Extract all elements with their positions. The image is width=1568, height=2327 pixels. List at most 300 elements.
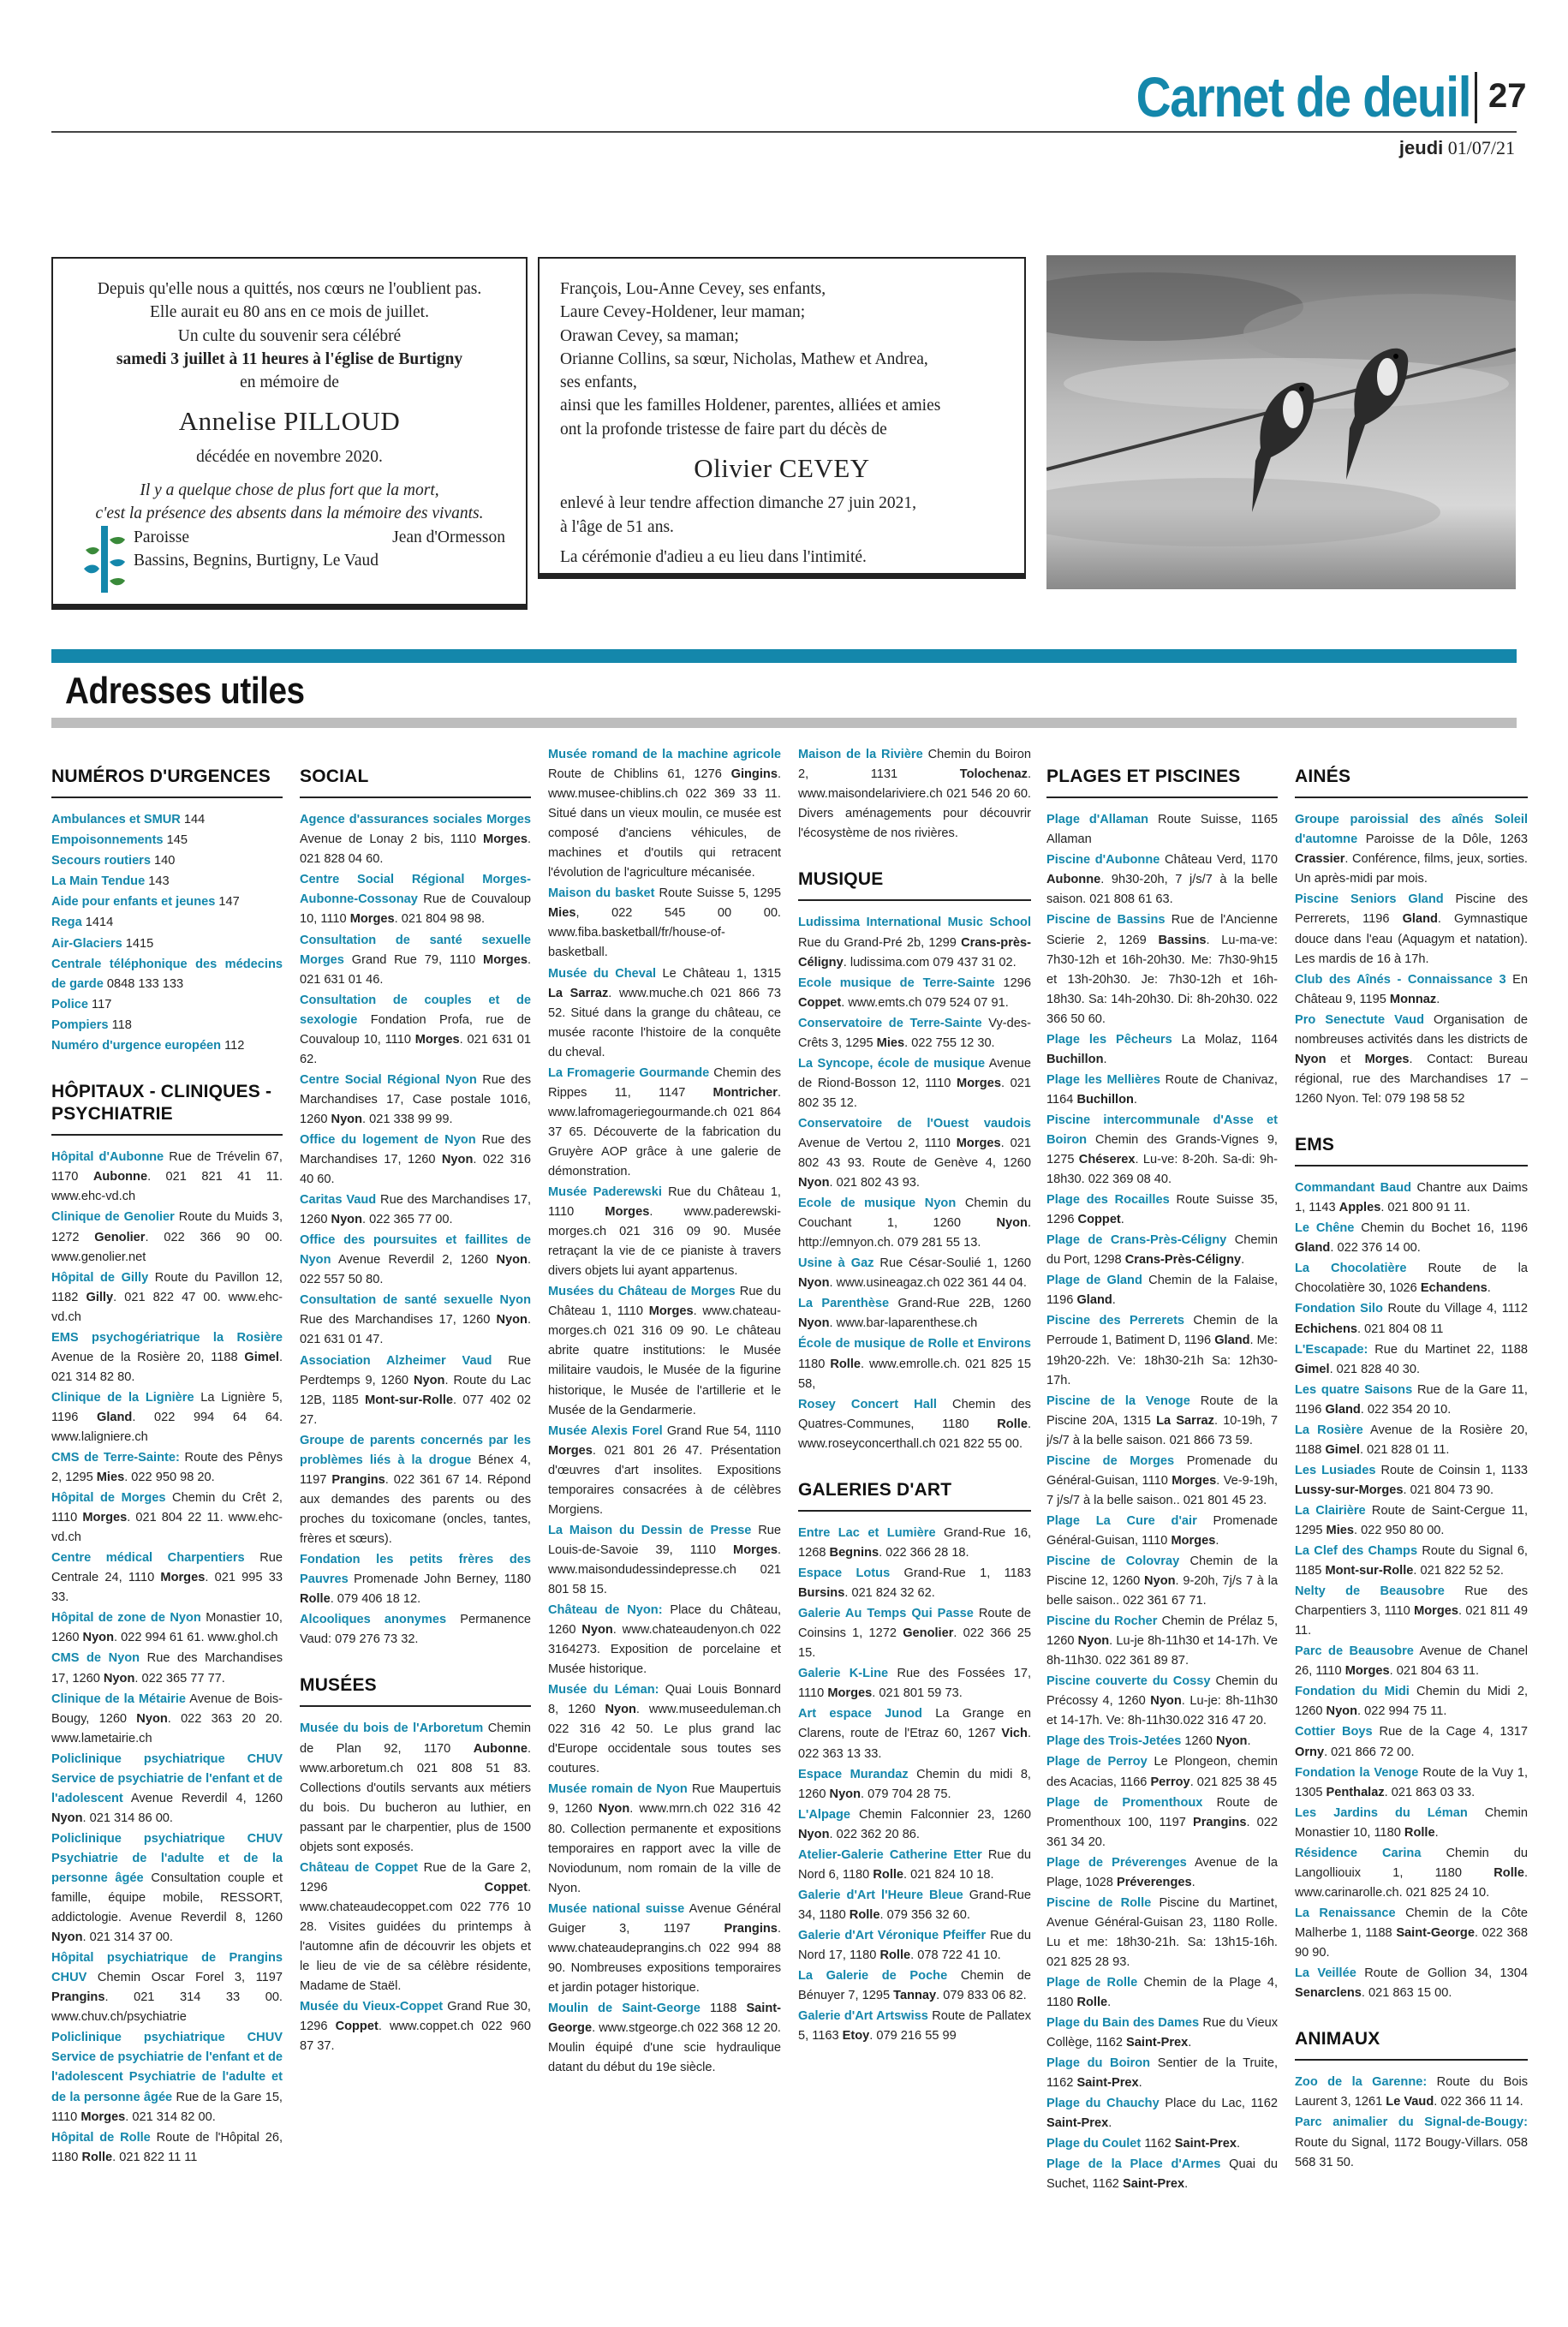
entry-name: Commandant Baud bbox=[1295, 1181, 1412, 1196]
entry-town: Bassins bbox=[1158, 933, 1207, 947]
entry-details: Consultation couple et famille, équipe mobile, RESSORT, addictologie. Avenue Reverdil 8, 1260 bbox=[51, 1871, 283, 1925]
notice-line: François, Lou-Anne Cevey, ses enfants, bbox=[560, 280, 826, 298]
entry-details: Chemin Falconnier 23, 1260 bbox=[850, 1807, 1031, 1822]
entry-details: En Château 9, 1195 bbox=[1295, 972, 1528, 1006]
entry-details: . 021 314 33 00. www.chuv.ch/psychiatrie bbox=[51, 1990, 283, 2025]
entry-town: Prangins bbox=[331, 1472, 385, 1487]
entry-details: 1260 bbox=[1181, 1734, 1216, 1749]
entry-name: Piscine des Perrerets bbox=[1046, 1314, 1185, 1328]
directory-entry bbox=[798, 1805, 1031, 1845]
entry-name: Plage du Bain des Dames bbox=[1046, 2016, 1200, 2031]
entry-details: 118 bbox=[108, 1017, 132, 1032]
entry-name: Ecole musique de Terre-Sainte bbox=[798, 976, 995, 990]
entry-town: Penthalaz bbox=[1326, 1785, 1385, 1799]
entry-town: Crans-près-Céligny bbox=[798, 935, 1031, 970]
entry-details: Route du Village 4, 1112 bbox=[1382, 1302, 1528, 1316]
entry-details: Chemin du Midi 2, 1260 bbox=[1295, 1685, 1528, 1719]
entry-name: Conservatoire de l'Ouest vaudois bbox=[798, 1116, 1031, 1131]
entry-town: Saint-Prex bbox=[1046, 2116, 1109, 2131]
directory-entry bbox=[798, 1334, 1031, 1393]
directory-entry bbox=[1046, 1793, 1278, 1853]
deceased-name: Annelise PILLOUD bbox=[178, 406, 401, 437]
entry-name: Piscine de Rolle bbox=[1046, 1895, 1152, 1910]
death-notice-cevey bbox=[538, 257, 1026, 579]
entry-details: . 021 314 82 80. bbox=[51, 1350, 283, 1384]
entry-details: . bbox=[1247, 1734, 1251, 1749]
entry-details: . 022 994 61 61. www.ghol.ch bbox=[114, 1631, 278, 1645]
entry-details: . 021 804 22 11. www.ehc-vd.ch bbox=[51, 1511, 283, 1545]
entry-town: Saint-Prex bbox=[1122, 2177, 1185, 2192]
entry-town: Etoy bbox=[842, 2029, 870, 2044]
entry-name: Pro Senectute Vaud bbox=[1295, 1012, 1424, 1027]
entry-town: Gland bbox=[1402, 912, 1438, 927]
entry-town: Buchillon bbox=[1076, 1092, 1134, 1107]
quote-line: Il y a quelque chose de plus fort que la mort, bbox=[140, 481, 439, 500]
entry-town: Nyon bbox=[1295, 1052, 1327, 1066]
entry-town: Aubonne bbox=[92, 1170, 148, 1184]
directory-entry bbox=[548, 1601, 781, 1680]
entry-name: Musée du Vieux-Coppet bbox=[300, 2000, 444, 2014]
directory-entry bbox=[1295, 1542, 1528, 1581]
directory-entry bbox=[51, 1649, 283, 1688]
directory-entry bbox=[1295, 1011, 1528, 1109]
entry-details: . 021 824 32 62. bbox=[844, 1586, 935, 1601]
entry-town: Aubonne bbox=[473, 1741, 528, 1756]
entry-details: . bbox=[1108, 2116, 1112, 2131]
directory-entry bbox=[51, 934, 283, 954]
entry-details: Piscine des Perrerets, 1196 bbox=[1295, 892, 1528, 927]
entry-name: La Fromagerie Gourmande bbox=[548, 1065, 710, 1080]
entry-name: CMS de Nyon bbox=[51, 1651, 140, 1666]
entry-town: Saint-Prex bbox=[1076, 2076, 1139, 2091]
entry-town: Préverenges bbox=[1116, 1875, 1192, 1889]
entry-details: . 021 863 03 33. bbox=[1384, 1785, 1476, 1799]
entry-name: Fondation les petits frères des Pauvres bbox=[300, 1552, 531, 1587]
entry-town: Nyon bbox=[798, 1176, 830, 1190]
entry-name: Police bbox=[51, 997, 88, 1011]
entry-town: Mies bbox=[548, 906, 576, 921]
entry-name: Rega bbox=[51, 916, 82, 930]
entry-details: . 021 822 11 11 bbox=[112, 2150, 198, 2164]
directory-entry bbox=[1046, 1271, 1278, 1310]
entry-name: Galerie d'Art l'Heure Bleue bbox=[798, 1888, 963, 1902]
directory-entry bbox=[1295, 1682, 1528, 1721]
directory-entry bbox=[300, 1231, 531, 1290]
entry-name: Plage de Perroy bbox=[1046, 1755, 1148, 1769]
notice-line: en mémoire de bbox=[240, 373, 339, 392]
issue-day: jeudi bbox=[1398, 137, 1444, 158]
entry-name: Espace Lotus bbox=[798, 1566, 891, 1581]
entry-town: Tannay bbox=[893, 1989, 937, 2003]
directory-entry bbox=[798, 1395, 1031, 1454]
entry-details: . 021 804 63 11. bbox=[1389, 1664, 1480, 1679]
entry-name: Maison de la Rivière bbox=[798, 748, 923, 761]
entry-town: Saint-Prex bbox=[1174, 2137, 1237, 2151]
heading-social: SOCIAL bbox=[300, 742, 531, 798]
entry-name: La Maison du Dessin de Presse bbox=[548, 1523, 752, 1537]
entry-details: Rue de la Gare 15, 1110 bbox=[51, 2090, 283, 2124]
entry-details: . 021 338 99 99. bbox=[362, 1112, 453, 1126]
entry-name: Les quatre Saisons bbox=[1295, 1382, 1413, 1397]
entry-details: . 079 833 06 82. bbox=[936, 1989, 1027, 2003]
directory-entry bbox=[1046, 2054, 1278, 2093]
directory-entry bbox=[1295, 970, 1528, 1010]
entry-details: . Lu-ve: 8-20h. Sa-di: 9h-18h30. 022 369 08 40. bbox=[1046, 1153, 1278, 1187]
entry-name: Numéro d'urgence européen bbox=[51, 1038, 222, 1053]
entry-town: Nyon bbox=[82, 1631, 115, 1645]
directory-entry bbox=[300, 810, 531, 869]
entry-details: Route du Pavillon 12, 1182 bbox=[51, 1270, 283, 1304]
entry-name: Plage du Coulet bbox=[1046, 2137, 1142, 2151]
entry-town: Nyon bbox=[331, 1213, 363, 1227]
directory-entry bbox=[51, 913, 283, 933]
entry-details: Route Suisse 35, 1296 bbox=[1046, 1193, 1278, 1227]
directory-entry bbox=[1295, 890, 1528, 969]
entry-name: Plage des Trois-Jetées bbox=[1046, 1734, 1182, 1749]
directory-entry bbox=[798, 1926, 1031, 1966]
directory-entry bbox=[1046, 850, 1278, 910]
entry-details: Piscine du Martinet, Avenue Général-Guisan 23, 1180 Rolle. Lu et me: 18h30-21h. Sa: 13h15-16h. 021 825 28 93. bbox=[1046, 1895, 1278, 1969]
directory-entry bbox=[1046, 2155, 1278, 2194]
entry-details: Grand Rue 79, 1110 bbox=[343, 952, 484, 967]
entry-details: . bbox=[1184, 2177, 1189, 2192]
entry-details: Grand-Rue 16, 1268 bbox=[798, 1526, 1031, 1560]
entry-name: Consultation de santé sexuelle Morges bbox=[300, 933, 531, 967]
entry-details: . Route du Lac 12B, 1185 bbox=[300, 1373, 531, 1407]
entry-details: . 022 365 77 77. bbox=[134, 1671, 225, 1686]
entry-details: Route de Chanivaz, 1164 bbox=[1046, 1072, 1278, 1107]
entry-details: Rue Centrale 24, 1110 bbox=[51, 1551, 283, 1585]
entry-name: Pompiers bbox=[51, 1017, 109, 1032]
entry-details: . Lu-je 8h-11h30 et 14-17h. Ve 8h-11h30. 022 361 89 87. bbox=[1046, 1634, 1278, 1668]
entry-details: Rue de la Gare 2, 1296 bbox=[300, 1860, 531, 1894]
entry-town: Mies bbox=[96, 1471, 125, 1485]
entry-details: Route du Bois Laurent 3, 1261 bbox=[1295, 2075, 1528, 2109]
entry-details: Route de l'Hôpital 26, 1180 bbox=[51, 2130, 283, 2164]
entry-details: 147 bbox=[215, 895, 240, 910]
entry-town: Rolle bbox=[830, 1357, 862, 1371]
entry-details: Route de Coinsin 1, 1133 bbox=[1375, 1463, 1528, 1477]
entry-name: Aide pour enfants et jeunes bbox=[51, 895, 216, 910]
notice-line: Un culte du souvenir sera célébré bbox=[177, 326, 402, 345]
directory-entry bbox=[300, 1431, 531, 1549]
directory-entry bbox=[51, 2128, 283, 2168]
entry-details: Chantre aux Daims 1, 1143 bbox=[1295, 1181, 1528, 1215]
entry-details: Sentier de la Truite, 1162 bbox=[1046, 2056, 1278, 2091]
entry-town: Perroy bbox=[1150, 1775, 1190, 1789]
entry-details: . 022 557 50 80. bbox=[300, 1253, 531, 1287]
entry-details: Grand Rue 54, 1110 bbox=[662, 1423, 781, 1438]
entry-town: Nyon bbox=[1144, 1574, 1176, 1589]
entry-details: Route du Muids 3, 1272 bbox=[51, 1210, 283, 1244]
entry-details: . www.maisondelariviere.ch 021 546 20 60. Divers aménagements pour découvrir l'écosystème de nos rivières. bbox=[798, 767, 1031, 841]
entry-town: Echandens bbox=[1420, 1281, 1488, 1296]
entry-details: Grand-Rue 34, 1180 bbox=[798, 1888, 1031, 1922]
notice-line: enlevé à leur tendre affection dimanche 27 juin 2021, bbox=[560, 494, 917, 513]
entry-details: . 079 406 18 12. bbox=[330, 1592, 421, 1607]
entry-town: Tolochenaz bbox=[959, 767, 1028, 782]
directory-entry bbox=[798, 1564, 1031, 1603]
directory-entry bbox=[548, 964, 781, 1063]
entry-details: . 021 802 35 12. bbox=[798, 1076, 1031, 1110]
entry-name: Hôpital de Rolle bbox=[51, 2130, 151, 2145]
entry-details: Chemin de Prélaz 5, 1260 bbox=[1046, 1614, 1278, 1649]
entry-details: . 021 802 43 93. Route de Genève 4, 1260 bbox=[798, 1137, 1031, 1171]
entry-town: Morges bbox=[414, 1032, 460, 1047]
entry-details: . bbox=[1112, 1293, 1116, 1308]
entry-details: Chemin des Rippes 11, 1147 bbox=[548, 1065, 781, 1100]
parish-logo-icon bbox=[82, 524, 127, 594]
entry-details: Rue du Nord 6, 1180 bbox=[798, 1847, 1031, 1882]
entry-details: Fondation Profa, rue de Couvaloup 10, 1110 bbox=[300, 1012, 531, 1047]
directory-entry bbox=[548, 1064, 781, 1182]
entry-name: Alcooliques anonymes bbox=[300, 1613, 447, 1627]
entry-name: Galerie Au Temps Qui Passe bbox=[798, 1607, 974, 1621]
directory-entry bbox=[51, 1608, 283, 1648]
entry-details: . www.chateaudecoppet.com 022 776 10 28. Visites guidées du printemps à l'automne afin de découvrir les objets et le lieu de vie de sa célèbre résidente, Madame de Staël. bbox=[300, 1880, 531, 1994]
entry-details: Route du Signal, 1172 Bougy-Villars. 058 568 31 50. bbox=[1295, 2135, 1528, 2169]
entry-details: . ludissima.com 079 437 31 02. bbox=[843, 955, 1017, 970]
directory-entry bbox=[1295, 2113, 1528, 2172]
issue-date-value: 01/07/21 bbox=[1447, 137, 1515, 158]
entry-name: Galerie d'Art Véronique Pfeiffer bbox=[798, 1928, 987, 1942]
entry-town: Nyon bbox=[829, 1787, 862, 1801]
entry-details: Avenue Reverdil 2, 1260 bbox=[331, 1253, 497, 1268]
directory-entry bbox=[51, 831, 283, 850]
entry-town: Morges bbox=[1172, 1473, 1217, 1488]
entry-details: Rue des Marchandises 17, Case postale 1016, 1260 bbox=[300, 1072, 531, 1126]
entry-details: 1180 bbox=[798, 1357, 831, 1371]
notice-line: ses enfants, bbox=[560, 373, 637, 392]
directory-entry bbox=[51, 1268, 283, 1328]
entry-name: Secours routiers bbox=[51, 854, 151, 868]
entry-details: Chemin de la Perroude 1, Batiment D, 1196 bbox=[1046, 1314, 1278, 1348]
entry-town: Gland bbox=[1076, 1293, 1112, 1308]
entry-name: Piscine de Morges bbox=[1046, 1453, 1175, 1468]
entry-name: Hôpital de Gilly bbox=[51, 1270, 149, 1285]
entry-name: Piscine couverte du Cossy bbox=[1046, 1674, 1211, 1689]
entry-details: 0848 133 133 bbox=[103, 976, 184, 991]
entry-town: Rolle bbox=[300, 1592, 331, 1607]
entry-details: Permanence Vaud: 079 276 73 32. bbox=[300, 1613, 531, 1647]
entry-name: Nelty de Beausobre bbox=[1295, 1584, 1445, 1599]
entry-town: Morges bbox=[80, 2109, 126, 2124]
directory-entry bbox=[548, 745, 781, 883]
entry-town: Saint-George bbox=[548, 2001, 781, 2035]
entry-details: . www.arboretum.ch 021 808 51 83. Collections d'outils servants aux métiers du bois. Du bucheron au luthier, en passant par le charpentier, plus de 1500 objets sont exposés. bbox=[300, 1741, 531, 1854]
entry-town: Orny bbox=[1295, 1745, 1325, 1759]
entry-details: Route de Coinsins 1, 1272 bbox=[798, 1607, 1031, 1641]
entry-name: La Galerie de Poche bbox=[798, 1969, 948, 1984]
directory-entry bbox=[1046, 1732, 1278, 1751]
entry-details: La Molaz, 1164 bbox=[1172, 1032, 1278, 1047]
entry-town: Nyon bbox=[496, 1253, 528, 1268]
entry-details: . 021 804 98 98. bbox=[394, 912, 486, 927]
entry-name: Piscine intercommunale d'Asse et Boiron bbox=[1046, 1113, 1278, 1147]
directory-entry bbox=[1046, 2094, 1278, 2133]
entry-details: Place du Château, 1260 bbox=[548, 1603, 781, 1638]
directory-entry bbox=[300, 1859, 531, 1996]
column-musique-galeries bbox=[798, 742, 1031, 2292]
column-plages-piscines bbox=[1046, 742, 1278, 2292]
directory-entry bbox=[51, 872, 283, 892]
entry-town: Saint-George bbox=[1396, 1925, 1475, 1940]
deceased-name: Olivier CEVEY bbox=[694, 453, 870, 484]
entry-details: 140 bbox=[150, 854, 176, 868]
entry-details: . Lu-je: 8h-11h30 et 14-17h. Ve: 8h-11h30.022 316 47 20. bbox=[1046, 1694, 1278, 1728]
directory-entry bbox=[1046, 910, 1278, 1029]
directory-entry bbox=[1046, 1612, 1278, 1671]
entry-details: Route de Chiblins 61, 1276 bbox=[548, 767, 731, 782]
directory-entry bbox=[798, 1054, 1031, 1113]
entry-details: Route de Promenthoux 100, 1197 bbox=[1046, 1795, 1278, 1829]
entry-details: . 021 314 37 00. bbox=[82, 1930, 173, 1945]
entry-details: . 022 994 75 11. bbox=[1357, 1704, 1447, 1719]
entry-details: . www.muche.ch 021 866 73 52. Situé dans la grange du château, ce musée raconte l'histoire de la conquête du cheval. bbox=[548, 986, 781, 1059]
entry-details: Chemin du midi 8, 1260 bbox=[798, 1767, 1031, 1801]
entry-details: Avenue de Vertou 2, 1110 bbox=[798, 1137, 957, 1150]
entry-details: Organisation de nombreuses activités dans les districts de bbox=[1295, 1012, 1528, 1047]
entry-details: . 079 356 32 60. bbox=[879, 1907, 970, 1922]
entry-town: Coppet bbox=[798, 995, 842, 1010]
entry-details: Avenue de la Rosière 20, 1188 bbox=[1295, 1423, 1528, 1457]
entry-details: Rue des Marchandises 17, 1260 bbox=[300, 1133, 531, 1167]
entry-town: Nyon bbox=[798, 1316, 830, 1331]
entry-details: . 022 366 90 00. www.genolier.net bbox=[51, 1230, 283, 1264]
directory-entry bbox=[1046, 1853, 1278, 1893]
entry-name: Musée du bois de l'Arboretum bbox=[300, 1721, 484, 1736]
entry-name: Ambulances et SMUR bbox=[51, 813, 181, 827]
entry-town: Gland bbox=[1214, 1334, 1250, 1348]
heading-musique: MUSIQUE bbox=[798, 844, 1031, 901]
entry-town: Morges bbox=[648, 1304, 694, 1319]
directory-entry bbox=[51, 1548, 283, 1608]
directory-entry bbox=[798, 1014, 1031, 1053]
directory-entry bbox=[1046, 1111, 1278, 1190]
entry-details: Rue des Fossées 17, 1110 bbox=[798, 1667, 1031, 1701]
entry-details: Avenue de Chanel 26, 1110 bbox=[1295, 1644, 1528, 1679]
entry-town: Nyon bbox=[798, 1827, 830, 1841]
entry-town: Chéserex bbox=[1078, 1153, 1136, 1167]
directory-entry bbox=[1046, 1973, 1278, 2013]
entry-name: Clinique de la Métairie bbox=[51, 1692, 186, 1706]
directory-entry bbox=[798, 1765, 1031, 1805]
entry-name: Plage de la Place d'Armes bbox=[1046, 2157, 1221, 2172]
entry-town: Rolle bbox=[1493, 1865, 1524, 1880]
directory-entry bbox=[300, 1071, 531, 1130]
entry-details: Chemin de la Plage 4, 1180 bbox=[1046, 1975, 1278, 2010]
entry-details: Avenue de Lonay 2 bis, 1110 bbox=[300, 832, 484, 847]
directory-entry bbox=[51, 892, 283, 912]
entry-name: Policlinique psychiatrique CHUV Service de psychiatrie de l'enfant et de l'adolescent Psychiatrie de l'adulte et de la personne âgée bbox=[51, 2031, 283, 2104]
entry-name: Plage des Rocailles bbox=[1046, 1193, 1170, 1208]
directory-entry bbox=[1295, 1804, 1528, 1843]
entry-town: Coppet bbox=[1077, 1213, 1121, 1227]
entry-details: Rue de la Cage 4, 1317 bbox=[1372, 1725, 1528, 1739]
directory-entry bbox=[798, 745, 1031, 844]
entry-town: Genolier bbox=[94, 1230, 146, 1244]
directory-entry bbox=[51, 1208, 283, 1267]
entry-town: Mies bbox=[1326, 1524, 1354, 1537]
entry-details: 1415 bbox=[122, 936, 154, 951]
entry-name: Groupe paroissial des aînés Soleil d'automne bbox=[1295, 813, 1528, 847]
entry-details: La Lignière 5, 1196 bbox=[51, 1390, 283, 1424]
entry-details: . 9-20h, 7j/s 7 à la belle saison.. 022 361 67 71. bbox=[1046, 1574, 1278, 1608]
entry-details: . bbox=[1191, 1875, 1195, 1889]
entry-town: Morges bbox=[483, 832, 528, 847]
directory-entry bbox=[1046, 1030, 1278, 1070]
directory-entry bbox=[548, 1422, 781, 1520]
entry-name: Hôpital d'Aubonne bbox=[51, 1150, 164, 1165]
entry-details: Rue Maupertuis 9, 1260 bbox=[548, 1782, 781, 1817]
entry-name: Les Jardins du Léman bbox=[1295, 1805, 1468, 1820]
addresses-title: Adresses utiles bbox=[65, 670, 305, 712]
entry-name: Caritas Vaud bbox=[300, 1193, 377, 1208]
list-aines bbox=[1295, 810, 1528, 1109]
entry-town: Morges bbox=[956, 1137, 1001, 1150]
list-musees-end bbox=[798, 745, 1031, 844]
directory-entry bbox=[51, 995, 283, 1015]
entry-details: La Grange en Clarens, route de l'Etraz 60, 1267 bbox=[798, 1707, 1031, 1741]
entry-town: La Sarraz bbox=[1156, 1413, 1214, 1428]
entry-details: Rue des Marchandises 17, 1260 bbox=[51, 1651, 283, 1686]
directory-entry bbox=[51, 1750, 283, 1829]
directory-entry bbox=[798, 2007, 1031, 2046]
entry-town: Nyon bbox=[1077, 1634, 1110, 1649]
entry-details: Chemin du Bochet 16, 1196 bbox=[1354, 1221, 1528, 1236]
directory-entry bbox=[1295, 1299, 1528, 1339]
heading-animaux: ANIMAUX bbox=[1295, 2004, 1528, 2061]
entry-name: Usine à Gaz bbox=[798, 1256, 874, 1271]
directory-entry bbox=[1295, 1844, 1528, 1903]
entry-town: Apples bbox=[1338, 1201, 1381, 1215]
directory-entry bbox=[51, 1016, 283, 1035]
entry-name: Espace Murandaz bbox=[798, 1767, 909, 1781]
list-galeries bbox=[798, 1524, 1031, 2046]
list-animaux bbox=[1295, 2073, 1528, 2172]
entry-name: Piscine Seniors Gland bbox=[1295, 892, 1444, 907]
entry-name: Parc de Beausobre bbox=[1295, 1644, 1414, 1659]
directory-entry bbox=[51, 2028, 283, 2127]
entry-details: . 022 361 34 20. bbox=[1046, 1815, 1278, 1849]
entry-details: Chemin Monastier 10, 1180 bbox=[1295, 1805, 1528, 1840]
directory-entry bbox=[1046, 1672, 1278, 1731]
directory-entry bbox=[548, 1999, 781, 2078]
entry-name: Ludissima International Music School bbox=[798, 916, 1031, 930]
entry-details: . 022 366 11 14. bbox=[1434, 2095, 1523, 2109]
directory-entry bbox=[1295, 1259, 1528, 1298]
entry-name: Piscine de Colovray bbox=[1046, 1554, 1180, 1568]
directory-entry bbox=[1046, 1752, 1278, 1792]
entry-details: . 022 376 14 00. bbox=[1330, 1241, 1421, 1256]
entry-town: La Sarraz bbox=[548, 986, 609, 1000]
directory-entry bbox=[1295, 1964, 1528, 2003]
column-urgences-hopitaux bbox=[51, 742, 283, 2292]
entry-name: Fondation la Venoge bbox=[1295, 1765, 1419, 1780]
entry-details: . http://emnyon.ch. 079 281 55 13. bbox=[798, 1216, 1031, 1250]
entry-details: . www.musee-chiblins.ch 022 369 33 11. Situé dans un vieux moulin, ce musée est composé d'anciens véhicules, de machines et d'outils qui retracent l'évolution de l'agriculture mécanisée. bbox=[548, 767, 781, 880]
entry-town: Rolle bbox=[997, 1417, 1028, 1431]
entry-name: Office des poursuites et faillites de Nyon bbox=[300, 1233, 531, 1268]
directory-entry bbox=[1046, 1552, 1278, 1611]
entry-details: Route de la Piscine 20A, 1315 bbox=[1046, 1393, 1278, 1428]
entry-details: Rue des Marchandises 17, 1260 bbox=[300, 1313, 497, 1328]
entry-name: Consultation de santé sexuelle Nyon bbox=[300, 1293, 531, 1308]
directory-entry bbox=[1046, 1894, 1278, 1972]
entry-details: . 021 822 52 52. bbox=[1413, 1564, 1504, 1578]
entry-details: Chemin du Langolliouix 1, 1180 bbox=[1295, 1846, 1528, 1880]
entry-town: Rolle bbox=[1076, 1996, 1108, 2010]
